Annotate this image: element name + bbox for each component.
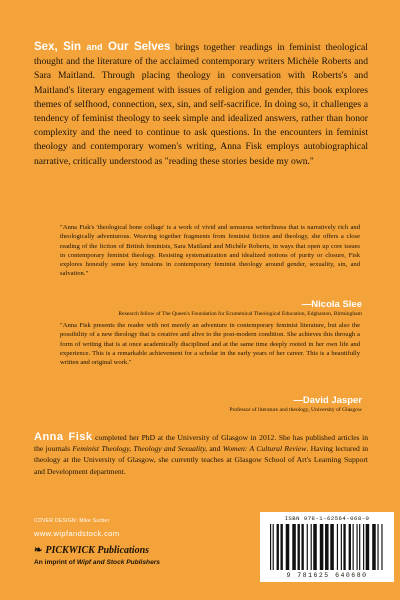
author-bio-text-2: and [207, 444, 223, 454]
imprint-prefix: An imprint of [34, 559, 77, 566]
barcode-bar [381, 524, 382, 570]
imprint-line [34, 559, 160, 566]
barcode-bar [325, 524, 329, 570]
imprint-name: Wipf and Stock Publishers [76, 559, 160, 566]
barcode-bar [363, 524, 364, 570]
barcode-bar [320, 524, 324, 570]
author-name [34, 431, 93, 443]
barcode-bar [280, 524, 282, 570]
barcode-bar [286, 524, 290, 570]
author-bio-text-1: completed her PhD at the University of Glasgow in 2012. She has published articles in the journals [34, 433, 368, 454]
barcode-bar [313, 524, 317, 570]
author-bio-journal-2: Women: A Cultural Review [222, 444, 307, 454]
barcode-bar [298, 524, 300, 570]
barcode-bar [349, 524, 351, 570]
barcode-bar [341, 524, 342, 570]
author-first-name: Anna [34, 431, 64, 443]
barcode-bar [356, 524, 357, 570]
book-title [34, 41, 170, 53]
barcode-bar [330, 524, 334, 570]
endorser-name-2: —David Jasper [293, 395, 362, 406]
book-description [34, 40, 368, 169]
barcode-bar [292, 524, 296, 570]
publisher-label: PICKWICK Publications [45, 545, 150, 556]
barcode-bar [307, 524, 308, 570]
book-title-part-1: Sex, Sin [34, 41, 82, 53]
barcode-bar [359, 524, 360, 570]
barcode-bar [372, 524, 376, 570]
description-text: brings together readings in feminist theological thought and the literature of the acclaimed contemporary writers Michèle Roberts and Sara Maitland. Through placing theology in conversation with Roberts's and Maitland's literary engagement with issues of religion and gender, this book explores themes of selfhood, connection, sex, sin, and self-sacrifice. In doing so, it challenges a tendency of feminist theology to seek simple and idealized answers, rather than honor complexity and the need to continue to ask questions. In the encounters in feminist theology and contemporary women's writing, Anna Fisk employs autobiographical narrative, critically understood as "reading these stories beside my own." [34, 42, 368, 167]
endorsement-quote-2: "Anna Fisk presents the reader with not merely an adventure in contemporary feminist literature, but also the possibility of a new theology that is creative and alive to the post-modern condition. She achieves this through a form of writing that is at once academically disciplined and at the same time deeply rooted in her own life and experience. This is a remarkable achievement for a scholar in the early years of her career. This is a beautifully written and original work." [60, 322, 360, 367]
endorser-role-2: Professor of literature and theology, University of Glasgow [229, 407, 362, 413]
publisher-logo-icon: ❧ [34, 545, 43, 556]
barcode-bar [343, 524, 345, 570]
book-title-part-2: and [86, 42, 103, 52]
barcode [260, 512, 394, 582]
cover-design-credit: COVER DESIGN: Mike Surber [34, 518, 110, 524]
barcode-bars [270, 524, 384, 570]
author-bio [34, 432, 368, 477]
barcode-bar [337, 524, 338, 570]
publisher-name [34, 545, 149, 556]
author-last-name: Fisk [68, 431, 93, 443]
barcode-bar [311, 524, 312, 570]
barcode-digits: 9 781625 640680 [286, 572, 368, 579]
author-bio-journals: Feminist Theology, Theology and Sexuality, [72, 444, 208, 454]
publisher-url[interactable]: www.wipfandstock.com [34, 529, 120, 538]
barcode-bar [353, 524, 354, 570]
barcode-bar [366, 524, 370, 570]
barcode-bar [277, 524, 279, 570]
endorser-role-1: Research fellow of The Queen's Foundation for Ecumenical Theological Education, Edgbaston, Birmingham [118, 311, 362, 317]
endorser-name-1: —Nicola Slee [301, 299, 362, 310]
endorsement-quote-1: "Anna Fisk's 'theological bone collage' is a work of vivid and sensuous writerliness that is narratively rich and theologically adventurous. Weaving together fragments from feminist fiction and theology, she offers a close reading of the fiction of British feminists, Sara Maitland and Michèle Roberts, in ways that open up core issues in contemporary feminist theology. Resisting systematization and idealized notions of purity or closure, Fisk explores honestly some key tensions in contemporary feminist theology around gender, sexuality, sin, and salvation." [60, 224, 360, 278]
barcode-bar [377, 524, 378, 570]
author-bio-text-3: . Having lectured in theology at the University of Glasgow, she currently teaches at Glasgow School of Art's Learning Support and Development department. [34, 444, 368, 476]
barcode-bar [301, 524, 303, 570]
book-title-part-3: Our Selves [108, 41, 171, 53]
barcode-bar [270, 524, 271, 570]
barcode-bar [273, 524, 274, 570]
isbn-label: ISBN 978-1-62564-068-0 [284, 515, 370, 522]
